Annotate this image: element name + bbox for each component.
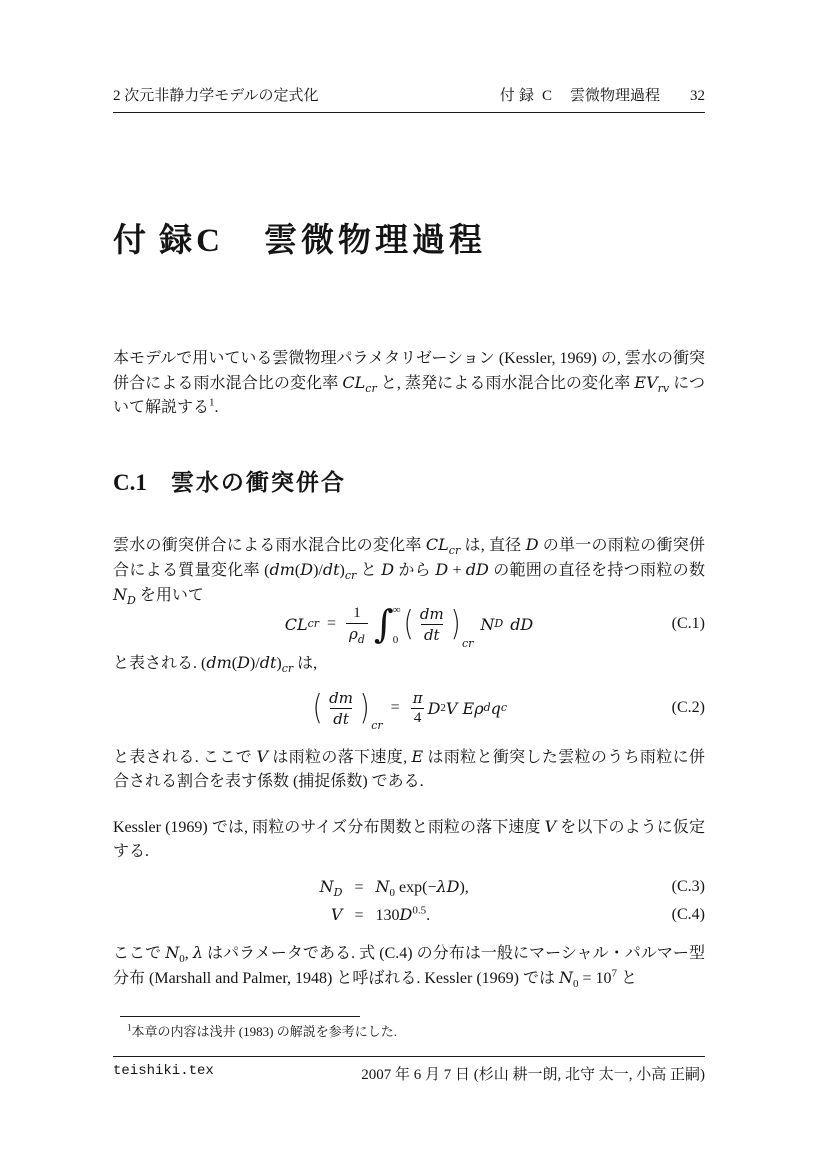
equation-number-c2: (C.2) (671, 699, 705, 716)
text-segment: EV (634, 373, 658, 392)
footer-rule (113, 1056, 705, 1057)
equation-c3-c4 (113, 874, 705, 928)
text-segment: cr (281, 662, 294, 676)
chapter-title: 雲微物理過程 (264, 221, 487, 258)
text-segment: と呼ばれる. (332, 970, 425, 987)
text-segment: CL (342, 373, 366, 392)
text-segment: D (300, 560, 314, 579)
text-segment: 本モデルで用いている雲微物理パラメタリゼーション (113, 350, 499, 367)
text-segment: と (617, 970, 638, 987)
text-segment: CL (425, 535, 449, 554)
header-right: 付 録 C 雲微物理過程 32 (499, 87, 705, 104)
footnote-text (132, 1024, 397, 1039)
text-segment: dt (259, 653, 277, 672)
text-segment: の分布は一般にマーシャル・パルマー型分布 (113, 945, 705, 987)
section-title: 雲水の衝突併合 (170, 469, 346, 495)
text-segment: dm (206, 653, 232, 672)
text-segment: N (559, 968, 573, 987)
text-segment: 7 (611, 967, 618, 980)
text-segment: cr (344, 569, 357, 583)
paragraph-intro (113, 347, 705, 420)
text-segment: N (113, 585, 127, 604)
text-segment: = 10 (578, 970, 612, 987)
text-segment: を以下のように仮定する. (113, 819, 705, 860)
text-segment: ( (294, 562, 301, 579)
text-segment: 雲水の衝突併合による雨水混合比の変化率 (113, 537, 426, 554)
text-segment: V (256, 747, 268, 766)
text-segment: ( (264, 562, 270, 579)
text-segment: dm (269, 560, 295, 579)
right-paren: ) (450, 604, 461, 644)
eqnarray (113, 877, 705, 926)
text-segment: cr (365, 382, 377, 396)
text-segment: の単一の雨粒の衝突併合による質量変化率 (113, 537, 705, 579)
footnote-marker: 1 (127, 1022, 132, 1033)
page-footer (113, 1063, 705, 1084)
equation-c2 (113, 681, 705, 735)
text-segment: では, 雨粒のサイズ分布関数と雨粒の落下速度 (207, 819, 545, 836)
text-segment: の範囲の直径を持つ雨粒の数 (488, 562, 705, 579)
chapter-heading: 付 録C 雲微物理過程 (113, 221, 487, 259)
fraction-pi-over-4: $\frac{\pi}{4}$ (412, 689, 423, 726)
text-segment: ) (249, 655, 256, 672)
section-heading: C.1 雲水の衝突併合 (113, 469, 346, 495)
text-segment: は雨粒の落下速度, (268, 749, 412, 766)
text-segment: / (255, 655, 260, 672)
equation-c3: $N_D$ = $N_0$ exp(−λD), (C.3) (319, 876, 705, 899)
footnote-rule (120, 1016, 360, 1017)
equation-c2-content: ( $\frac{dm}{dt}$ ) cr = $\frac{\pi}{4}$ D 2 V E ρ d q c (312, 688, 508, 732)
text-segment: D (525, 535, 539, 554)
text-segment: ) (339, 562, 345, 579)
fraction-dm-dt: $\frac{dm}{dt}$ (419, 604, 444, 644)
text-segment: 0 (179, 953, 185, 966)
text-segment: V (544, 817, 557, 836)
text-segment: D (435, 560, 449, 579)
text-segment: と表される. (113, 655, 202, 672)
fraction-dm-dt: $\frac{dm}{dt}$ (329, 688, 353, 728)
text-segment: はパラメータである. 式 (202, 945, 380, 962)
equation-c1 (113, 597, 705, 651)
text-segment: ここで (113, 945, 166, 962)
text-segment: と, 蒸発による雨水混合比の変化率 (376, 375, 635, 392)
text-segment: ( (201, 655, 207, 672)
text-segment: rv (657, 382, 670, 396)
equation-number-c3: (C.3) (671, 877, 705, 895)
left-paren: ( (403, 604, 414, 644)
integral-symbol: ∫ ∞ 0 (373, 602, 401, 646)
text-segment: N (165, 943, 180, 962)
text-segment: は雨粒と衝突した雲粒のうち雨粒に併合される割合を表す係数 (捕捉係数) である. (113, 749, 705, 790)
running-header (113, 84, 705, 113)
footer-filename: teishiki.tex (113, 1063, 214, 1079)
text-segment: では (518, 970, 559, 987)
text-segment: と (356, 562, 382, 579)
text-segment: dD (465, 560, 489, 579)
text-segment: は, 直径 (460, 537, 526, 554)
page-number: 32 (690, 88, 705, 104)
text-segment: / (318, 562, 323, 579)
text-segment: , (184, 945, 193, 962)
text-segment: Kessler (1969) (424, 970, 519, 987)
equation-c4: V = $130D^{0.5}$. (C.4) (330, 904, 705, 924)
paragraph-marshall-palmer (113, 941, 705, 991)
text-segment: (Kessler, 1969) (498, 350, 597, 367)
text-segment: 本章の内容は浅井 (131, 1024, 239, 1039)
text-segment: と表される. ここで (113, 749, 257, 766)
equation-number-c4: (C.4) (671, 905, 705, 923)
text-segment: 0 (573, 978, 579, 991)
text-segment: cr (448, 544, 461, 558)
text-segment: λ (192, 943, 203, 962)
text-segment: D (237, 653, 250, 672)
text-segment: Kessler (1969) (113, 819, 208, 836)
text-segment: から (394, 562, 436, 579)
text-segment: . (214, 399, 219, 416)
text-segment: (1983) (238, 1024, 274, 1039)
footer-date-authors: 2007 年 6 月 7 日 (杉山 耕一朗, 北守 太一, 小高 正嗣) (361, 1067, 705, 1083)
paragraph-kessler (113, 815, 705, 864)
text-segment: の解説を参考にした. (273, 1024, 397, 1039)
text-segment: について解説する (113, 375, 705, 416)
text-segment: の, 雲水の衝突併合による雨水混合比の変化率 (113, 350, 706, 392)
text-segment: D (127, 594, 136, 608)
text-segment: 1 (209, 396, 215, 409)
left-paren: ( (312, 688, 323, 728)
text-segment: + (448, 562, 466, 579)
text-segment: ( (231, 655, 238, 672)
paragraph-velocity (113, 745, 705, 794)
text-segment: (C.4) (379, 945, 413, 962)
text-segment: ) (276, 655, 282, 672)
text-segment: ) (313, 562, 319, 579)
equation-number-c1: (C.1) (671, 615, 705, 632)
fraction-one-over-rho: $\frac{1}{\rho_d}$ (346, 605, 368, 644)
text-segment: (Marshall and Palmer, 1948) (149, 970, 333, 987)
text-segment: dt (322, 560, 340, 579)
equation-c1-content: CL cr = $\frac{1}{\rho_d}$ ∫ ∞ 0 ( $\frac{dm}{dt}$ ) cr N D dD (284, 602, 534, 650)
text-segment: E (411, 747, 424, 766)
text-segment: を用いて (135, 587, 204, 604)
paragraph-dmdt (113, 651, 705, 676)
right-paren: ) (359, 688, 370, 728)
text-segment: は, (293, 655, 318, 672)
text-segment: D (381, 560, 395, 579)
footnote (113, 1022, 705, 1041)
header-left: 2 次元非静力学モデルの定式化 (113, 87, 319, 104)
